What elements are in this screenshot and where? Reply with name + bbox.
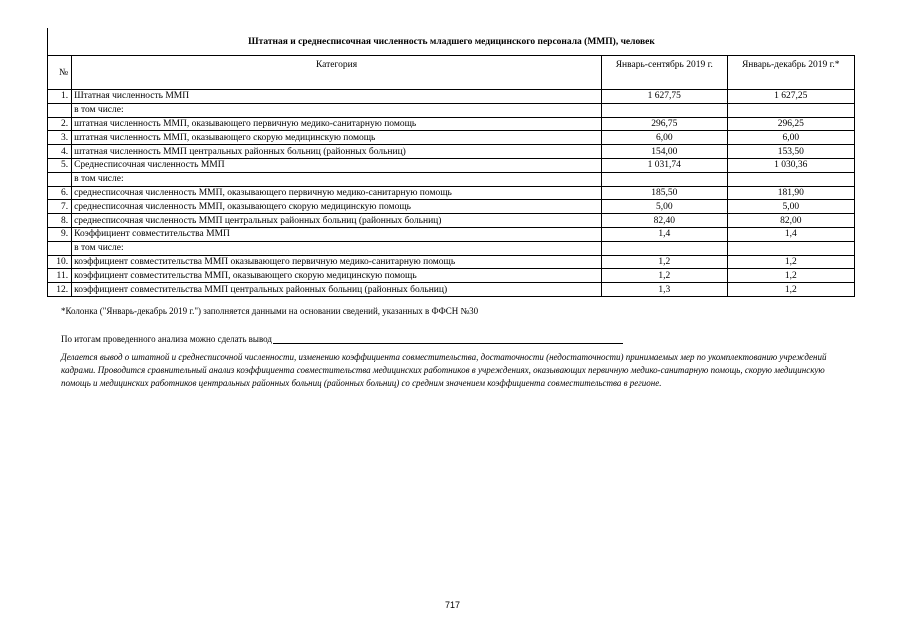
- row-category: коэффициент совместительства ММП центральных районных больниц (районных больниц): [72, 283, 602, 297]
- table-row: [48, 145, 855, 159]
- row-value-period2: 5,00: [727, 200, 855, 214]
- row-value-period1: 1 031,74: [602, 158, 727, 172]
- row-category: среднесписочная численность ММП, оказывающего скорую медицинскую помощь: [72, 200, 602, 214]
- row-category: штатная численность ММП центральных районных больниц (районных больниц): [72, 145, 602, 159]
- row-number: 1.: [48, 90, 72, 104]
- row-value-period1: 82,40: [602, 214, 727, 228]
- row-number: 3.: [48, 131, 72, 145]
- row-number: [48, 172, 72, 186]
- header-period1: Январь-сентябрь 2019 г.: [602, 56, 727, 90]
- row-value-period2: 82,00: [727, 214, 855, 228]
- row-category: Коэффициент совместительства ММП: [72, 227, 602, 241]
- table-row: [48, 131, 855, 145]
- row-value-period1: 296,75: [602, 117, 727, 131]
- footnote: *Колонка ("Январь-декабрь 2019 г.") заполняется данными на основании сведений, указанных в ФФСН №30: [61, 306, 479, 316]
- row-value-period2: [727, 241, 855, 255]
- row-value-period2: 1,2: [727, 269, 855, 283]
- table-row: [48, 200, 855, 214]
- header-period2: Январь-декабрь 2019 г.*: [727, 56, 855, 90]
- table-title: Штатная и среднесписочная численность младшего медицинского персонала (ММП), человек: [248, 37, 655, 47]
- row-value-period2: 1,4: [727, 227, 855, 241]
- row-value-period2: 6,00: [727, 131, 855, 145]
- row-value-period1: 154,00: [602, 145, 727, 159]
- row-category: среднесписочная численность ММП центральных районных больниц (районных больниц): [72, 214, 602, 228]
- table-row: [48, 172, 855, 186]
- row-category: штатная численность ММП, оказывающего скорую медицинскую помощь: [72, 131, 602, 145]
- row-value-period2: 181,90: [727, 186, 855, 200]
- row-number: 5.: [48, 158, 72, 172]
- row-number: 12.: [48, 283, 72, 297]
- row-category: коэффициент совместительства ММП оказывающего первичную медико-санитарную помощь: [72, 255, 602, 269]
- row-category: штатная численность ММП, оказывающего первичную медико-санитарную помощь: [72, 117, 602, 131]
- row-value-period1: 185,50: [602, 186, 727, 200]
- page-number: 717: [444, 600, 461, 610]
- row-number: 9.: [48, 227, 72, 241]
- row-number: 8.: [48, 214, 72, 228]
- table-row: [48, 158, 855, 172]
- row-number: 10.: [48, 255, 72, 269]
- row-value-period1: [602, 172, 727, 186]
- conclusion-label: По итогам проведенного анализа можно сделать вывод: [61, 334, 272, 344]
- header-category: Категория: [72, 56, 602, 90]
- row-category: в том числе:: [72, 103, 602, 117]
- row-category: в том числе:: [72, 241, 602, 255]
- table-row: [48, 283, 855, 297]
- row-number: [48, 241, 72, 255]
- table-row: [48, 227, 855, 241]
- row-value-period1: 1,2: [602, 269, 727, 283]
- row-value-period1: 1,3: [602, 283, 727, 297]
- row-value-period2: 1 627,25: [727, 90, 855, 104]
- row-value-period1: 1 627,75: [602, 90, 727, 104]
- row-number: 2.: [48, 117, 72, 131]
- row-category: среднесписочная численность ММП, оказывающего первичную медико-санитарную помощь: [72, 186, 602, 200]
- row-value-period2: 1 030,36: [727, 158, 855, 172]
- staffing-table: [47, 55, 855, 297]
- table-row: [48, 241, 855, 255]
- row-number: 6.: [48, 186, 72, 200]
- row-category: Среднесписочная численность ММП: [72, 158, 602, 172]
- header-num: №: [48, 56, 72, 90]
- row-category: коэффициент совместительства ММП, оказывающего скорую медицинскую помощь: [72, 269, 602, 283]
- row-number: [48, 103, 72, 117]
- table-header-row: [48, 56, 855, 90]
- table-row: [48, 269, 855, 283]
- row-value-period1: 5,00: [602, 200, 727, 214]
- table-row: [48, 186, 855, 200]
- row-value-period2: [727, 172, 855, 186]
- conclusion-line: [61, 334, 623, 344]
- table-row: [48, 255, 855, 269]
- row-value-period2: 296,25: [727, 117, 855, 131]
- row-value-period2: 1,2: [727, 255, 855, 269]
- row-value-period1: 6,00: [602, 131, 727, 145]
- table-row: [48, 90, 855, 104]
- row-value-period2: [727, 103, 855, 117]
- table-row: [48, 214, 855, 228]
- instruction-note: Делается вывод о штатной и среднесписочной численности, изменению коэффициента совместительства, достаточности (недостаточности) принимаемых мер по укомплектованию учреждений кадрами. Проводится сравнительный анализ коэффициента совместительства медицинских работников в учреждениях, оказывающих первичную медико-санитарную помощь, скорую медицинскую помощь и медицинских работников центральных районных больниц (районных больниц) со средним значением коэффициента совместительства в регионе.: [61, 352, 827, 388]
- row-value-period2: 1,2: [727, 283, 855, 297]
- table-row: [48, 117, 855, 131]
- row-category: в том числе:: [72, 172, 602, 186]
- row-value-period1: [602, 103, 727, 117]
- row-number: 4.: [48, 145, 72, 159]
- conclusion-blank-field[interactable]: [273, 334, 623, 344]
- row-number: 7.: [48, 200, 72, 214]
- row-value-period1: [602, 241, 727, 255]
- row-value-period1: 1,2: [602, 255, 727, 269]
- row-category: Штатная численность ММП: [72, 90, 602, 104]
- row-number: 11.: [48, 269, 72, 283]
- table-row: [48, 103, 855, 117]
- row-value-period2: 153,50: [727, 145, 855, 159]
- row-value-period1: 1,4: [602, 227, 727, 241]
